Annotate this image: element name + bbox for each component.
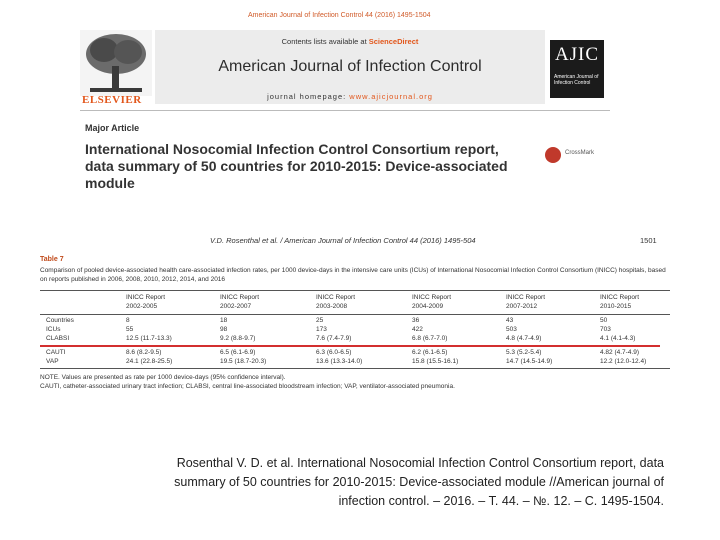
column-header xyxy=(506,293,545,311)
page-number: 1501 xyxy=(640,236,657,245)
table-cell: 5.3 (5.2-5.4) xyxy=(506,349,542,356)
table-rule-header xyxy=(40,314,670,315)
article-type: Major Article xyxy=(85,123,140,133)
table-cell: 15.8 (15.5-16.1) xyxy=(412,358,459,365)
table-cell: 703 xyxy=(600,326,611,333)
journal-banner xyxy=(155,30,545,104)
homepage-prefix: journal homepage: xyxy=(267,92,350,101)
ajic-logo xyxy=(550,40,604,98)
row-label: ICUs xyxy=(46,326,61,333)
table-cell: 6.8 (6.7-7.0) xyxy=(412,335,448,342)
data-table xyxy=(40,288,670,368)
table-note-line: CAUTI, catheter-associated urinary tract infection; CLABSI, central line-associated bloodstream infection; VAP, ventilator-associated pneumonia. xyxy=(40,383,455,390)
table-cell: 6.3 (6.0-6.5) xyxy=(316,349,352,356)
column-header-title: INICC Report xyxy=(600,294,640,301)
ajic-logo-subtitle: American Journal of Infection Control xyxy=(554,74,599,86)
crossmark-badge[interactable] xyxy=(545,145,607,167)
table-cell: 18 xyxy=(220,317,228,324)
contents-line xyxy=(155,37,545,46)
column-header-title: INICC Report xyxy=(126,294,166,301)
column-header-years: 2010-2015 xyxy=(600,303,632,310)
table-cell: 9.2 (8.8-9.7) xyxy=(220,335,256,342)
ajic-logo-text: AJIC xyxy=(554,44,600,65)
table-cell: 503 xyxy=(506,326,517,333)
table-cell: 6.2 (6.1-6.5) xyxy=(412,349,448,356)
highlight-underline xyxy=(40,345,660,347)
column-header-title: INICC Report xyxy=(506,294,546,301)
column-header xyxy=(220,293,259,311)
citation xyxy=(70,454,664,511)
table-cell: 7.6 (7.4-7.9) xyxy=(316,335,352,342)
table-label: Table 7 xyxy=(40,256,64,263)
table-cell: 43 xyxy=(506,317,514,324)
citation-line: Rosenthal V. D. et al. International Nosocomial Infection Control Consortium report, data xyxy=(176,456,664,470)
row-label: VAP xyxy=(46,358,59,365)
table-cell: 13.6 (13.3-14.0) xyxy=(316,358,363,365)
elsevier-tree-icon xyxy=(80,30,152,96)
header-divider xyxy=(80,110,610,111)
table-cell: 8.6 (8.2-9.5) xyxy=(126,349,162,356)
table-cell: 36 xyxy=(412,317,420,324)
column-header xyxy=(600,293,639,311)
crossmark-label: CrossMark xyxy=(565,150,595,156)
table-cell: 12.2 (12.0-12.4) xyxy=(600,358,647,365)
table-note-line: NOTE. Values are presented as rate per 1000 device-days (95% confidence interval). xyxy=(40,374,286,381)
table-cell: 173 xyxy=(316,326,327,333)
table-note xyxy=(40,373,670,391)
publisher-name: ELSEVIER xyxy=(82,94,142,106)
column-header xyxy=(126,293,165,311)
table-cell: 12.5 (11.7-13.3) xyxy=(126,335,172,342)
table-cell: 14.7 (14.5-14.9) xyxy=(506,358,553,365)
citation-line: infection control. – 2016. – Т. 44. – №. 12. – С. 1495-1504. xyxy=(338,494,664,508)
row-label: CAUTI xyxy=(46,349,66,356)
journal-name: American Journal of Infection Control xyxy=(218,58,482,75)
column-header-years: 2002-2007 xyxy=(220,303,252,310)
column-header-title: INICC Report xyxy=(412,294,452,301)
contents-prefix: Contents lists available at xyxy=(281,37,369,46)
row-label: Countries xyxy=(46,317,74,324)
table-cell: 6.5 (6.1-6.9) xyxy=(220,349,256,356)
table-cell: 4.8 (4.7-4.9) xyxy=(506,335,542,342)
table-cell: 98 xyxy=(220,326,228,333)
column-header-years: 2002-2005 xyxy=(126,303,158,310)
sciencedirect-link[interactable]: ScienceDirect xyxy=(368,37,419,46)
column-header-years: 2004-2009 xyxy=(412,303,444,310)
article-title: International Nosocomial Infection Control Consortium report, data summary of 50 countries for 2010-2015: Device-associated module xyxy=(85,141,508,191)
table-rule-bottom xyxy=(40,368,670,369)
journal-homepage xyxy=(155,92,545,101)
column-header xyxy=(412,293,451,311)
homepage-link[interactable]: www.ajicjournal.org xyxy=(349,92,433,101)
column-header-title: INICC Report xyxy=(316,294,356,301)
table-cell: 25 xyxy=(316,317,324,324)
table-cell: 55 xyxy=(126,326,134,333)
running-head: V.D. Rosenthal et al. / American Journal of Infection Control 44 (2016) 1495-504 xyxy=(210,236,476,245)
column-header-years: 2007-2012 xyxy=(506,303,538,310)
table-cell: 19.5 (18.7-20.3) xyxy=(220,358,267,365)
table-cell: 24.1 (22.8-25.5) xyxy=(126,358,173,365)
table-rule-top xyxy=(40,290,670,291)
table-cell: 8 xyxy=(126,317,130,324)
table-cell: 422 xyxy=(412,326,423,333)
column-header-years: 2003-2008 xyxy=(316,303,348,310)
crossmark-icon xyxy=(545,147,561,163)
journal-top-line: American Journal of Infection Control 44 (2016) 1495-1504 xyxy=(248,12,431,19)
table-cell: 50 xyxy=(600,317,608,324)
column-header xyxy=(316,293,355,311)
column-header-title: INICC Report xyxy=(220,294,260,301)
table-cell: 4.1 (4.1-4.3) xyxy=(600,335,636,342)
citation-line: summary of 50 countries for 2010-2015: Device-associated module //American journal of xyxy=(174,475,664,489)
elsevier-logo xyxy=(80,30,152,106)
table-cell: 4.82 (4.7-4.9) xyxy=(600,349,640,356)
row-label: CLABSI xyxy=(46,335,70,342)
table-caption: Comparison of pooled device-associated health care-associated infection rates, per 1000 device-days in the intensive care units (ICUs) of International Nosocomial Infection Control Consortium (INICC) hospitals, based on reports published in 2006, 2008, 2010, 2012, 2014, and 2016 xyxy=(40,267,666,283)
